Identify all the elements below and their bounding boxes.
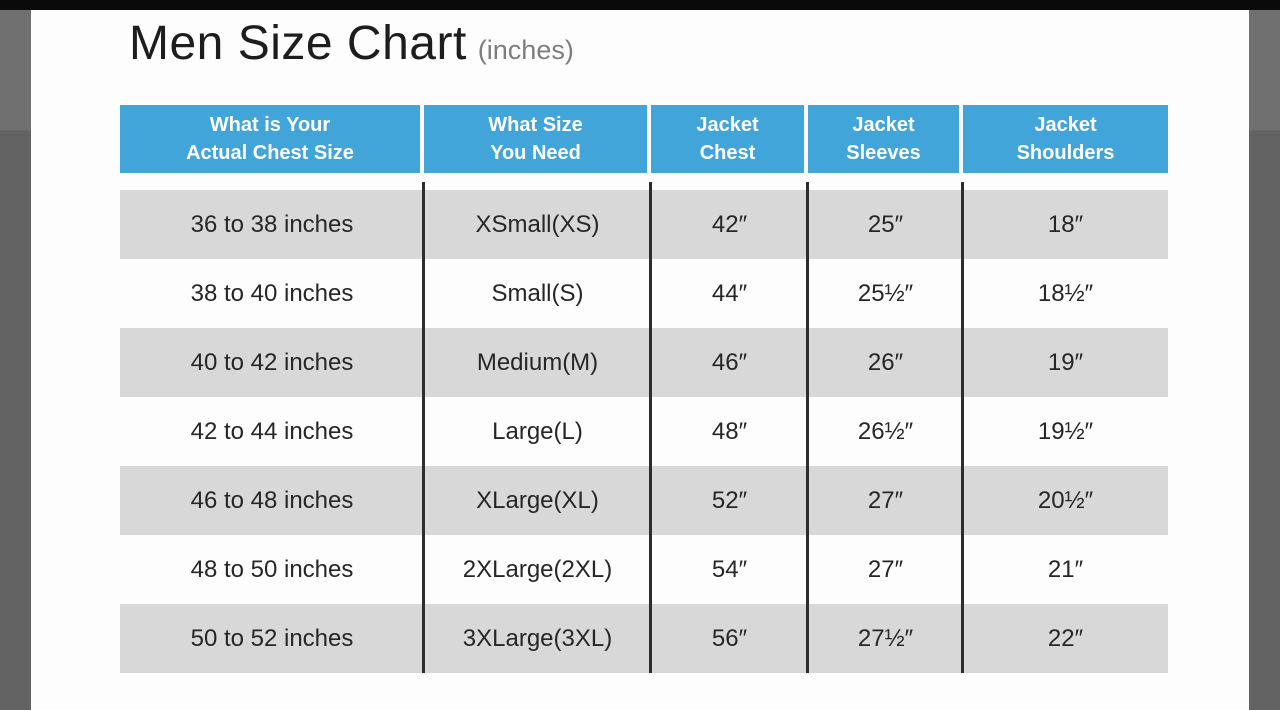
size-cell: Large(L) <box>492 417 583 445</box>
table-row <box>120 397 1168 466</box>
header-line: Jacket <box>1034 114 1097 136</box>
jacket-sleeves-cell: 27″ <box>867 486 904 514</box>
header-line: Jacket <box>852 114 915 136</box>
table-body <box>120 190 1168 673</box>
header-cell-jacket-shoulders <box>963 105 1168 173</box>
header-line: What Size <box>488 114 583 136</box>
jacket-chest-cell: 42″ <box>711 210 748 238</box>
chest-range-cell: 48 to 50 inches <box>190 555 354 583</box>
jacket-shoulders-cell: 18½″ <box>1037 279 1094 307</box>
header-line: You Need <box>490 142 581 164</box>
jacket-shoulders-cell: 20½″ <box>1037 486 1094 514</box>
chest-range-cell: 46 to 48 inches <box>190 486 354 514</box>
size-cell: Small(S) <box>491 279 584 307</box>
jacket-shoulders-cell: 19″ <box>1047 348 1084 376</box>
jacket-sleeves-cell: 27″ <box>867 555 904 583</box>
chest-range-cell: 40 to 42 inches <box>190 348 354 376</box>
size-cell: 2XLarge(2XL) <box>462 555 613 583</box>
jacket-shoulders-cell: 18″ <box>1047 210 1084 238</box>
table-row <box>120 466 1168 535</box>
jacket-sleeves-cell: 25½″ <box>857 279 914 307</box>
jacket-chest-cell: 48″ <box>711 417 748 445</box>
table-row <box>120 604 1168 673</box>
header-line: What is Your <box>209 114 331 136</box>
size-cell: XSmall(XS) <box>475 210 600 238</box>
header-cell-chest-size <box>120 105 424 173</box>
size-cell: 3XLarge(3XL) <box>462 624 613 652</box>
header-cell-size-needed <box>424 105 651 173</box>
column-divider <box>961 182 964 673</box>
header-cell-jacket-chest <box>651 105 808 173</box>
right-gray-strip <box>1249 0 1280 710</box>
column-divider <box>806 182 809 673</box>
chest-range-cell: 50 to 52 inches <box>190 624 354 652</box>
jacket-chest-cell: 44″ <box>711 279 748 307</box>
jacket-shoulders-cell: 21″ <box>1047 555 1084 583</box>
header-line: Sleeves <box>846 142 921 164</box>
table-row <box>120 328 1168 397</box>
header-cell-jacket-sleeves <box>808 105 963 173</box>
size-cell: XLarge(XL) <box>476 486 599 514</box>
jacket-chest-cell: 56″ <box>711 624 748 652</box>
jacket-shoulders-cell: 22″ <box>1047 624 1084 652</box>
jacket-chest-cell: 52″ <box>711 486 748 514</box>
left-gray-strip <box>0 0 31 710</box>
size-chart-table <box>120 105 1168 673</box>
header-line: Jacket <box>696 114 759 136</box>
chest-range-cell: 42 to 44 inches <box>190 417 354 445</box>
chest-range-cell: 38 to 40 inches <box>190 279 354 307</box>
header-line: Actual Chest Size <box>186 142 354 164</box>
column-divider <box>649 182 652 673</box>
jacket-sleeves-cell: 27½″ <box>857 624 914 652</box>
jacket-sleeves-cell: 25″ <box>867 210 904 238</box>
column-divider <box>422 182 425 673</box>
top-black-bar <box>0 0 1280 10</box>
table-row <box>120 259 1168 328</box>
table-row <box>120 535 1168 604</box>
table-row <box>120 190 1168 259</box>
table-header-row <box>120 105 1168 173</box>
header-line: Chest <box>699 142 756 164</box>
header-line: Shoulders <box>1016 142 1115 164</box>
jacket-sleeves-cell: 26″ <box>867 348 904 376</box>
jacket-sleeves-cell: 26½″ <box>857 417 914 445</box>
title-text: Men Size Chart <box>129 17 467 70</box>
jacket-shoulders-cell: 19½″ <box>1037 417 1094 445</box>
chest-range-cell: 36 to 38 inches <box>190 210 354 238</box>
title-units-suffix: (inches) <box>477 35 574 65</box>
page-title <box>129 16 574 71</box>
jacket-chest-cell: 54″ <box>711 555 748 583</box>
jacket-chest-cell: 46″ <box>711 348 748 376</box>
size-cell: Medium(M) <box>476 348 599 376</box>
